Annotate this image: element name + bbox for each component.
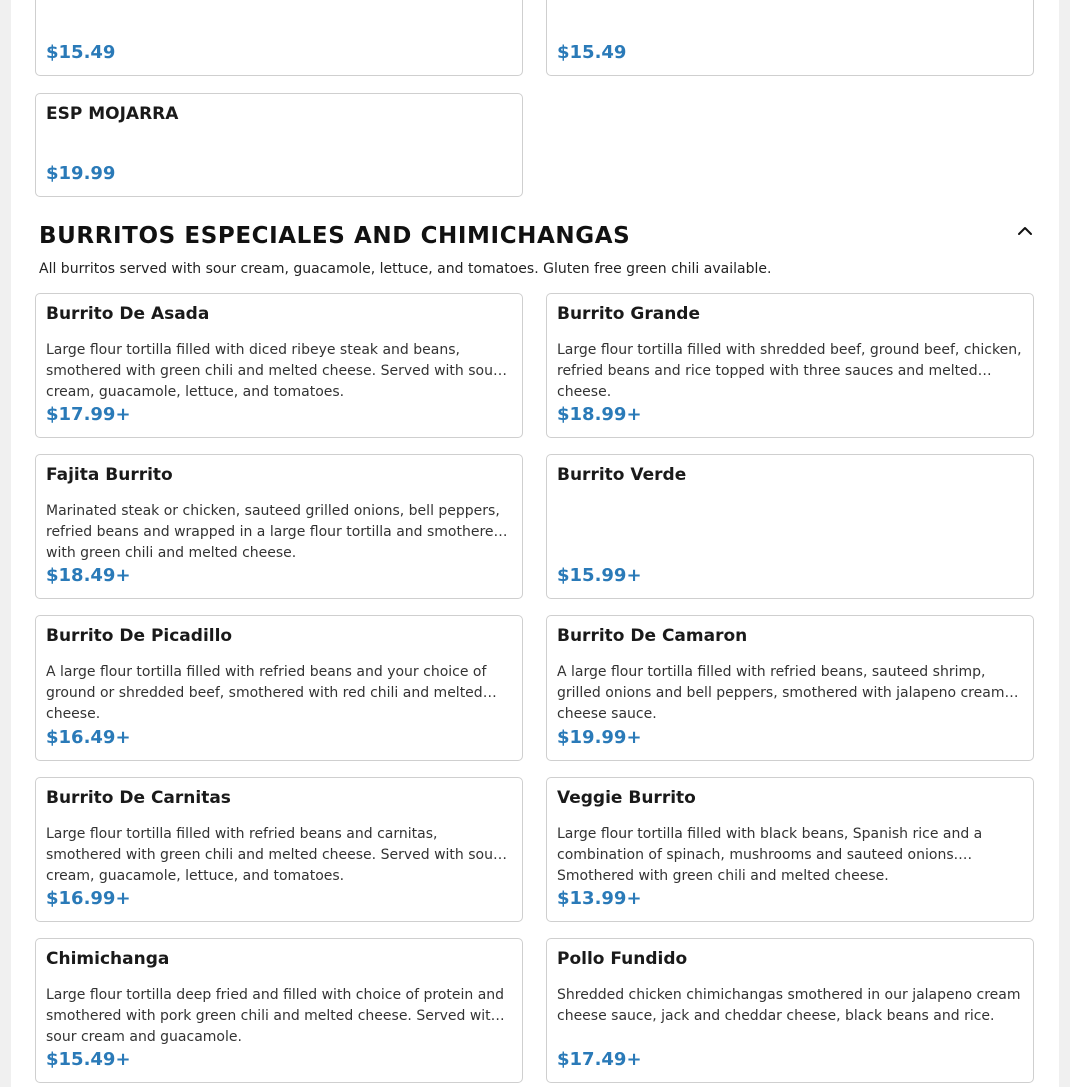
menu-item-name [557,0,743,1]
menu-item-card[interactable] [35,938,523,1083]
menu-page [11,0,1059,1087]
menu-item-description: Large flour tortilla filled with black beans, Spanish rice and a combination of spinach, mushrooms and sauteed onions. Smothered with green chili and melted cheese. [557,826,983,884]
menu-item-description: Large flour tortilla filled with refried beans and carnitas, smothered with green chili and melted cheese. Served with sour cream, guacamole, lettuce, and tomatoes. [46,826,499,884]
menu-item-name: Burrito De Asada [46,304,210,324]
menu-item-card[interactable] [546,938,1034,1083]
menu-item-name: Burrito Grande [557,304,700,324]
menu-item-price: $18.49+ [46,565,131,586]
menu-item-name: Veggie Burrito [557,788,696,808]
menu-item-name: Burrito De Carnitas [46,788,231,808]
menu-item-description: Large flour tortilla filled with shredded beef, ground beef, chicken, refried beans and rice topped with three sauces and melted cheese. [557,342,1022,400]
menu-item-name: Fajita Burrito [46,465,173,485]
menu-item-card[interactable] [35,615,523,761]
menu-item-card[interactable] [546,615,1034,761]
menu-item-name: Chimichanga [46,949,170,969]
menu-item-name [46,0,201,1]
menu-item-price: $18.99+ [557,404,642,425]
menu-item-price: $15.49 [46,42,116,63]
section-title: BURRITOS ESPECIALES AND CHIMICHANGAS [39,223,631,249]
menu-item-card[interactable] [35,0,523,76]
menu-item-description: Shredded chicken chimichangas smothered in our jalapeno cream cheese sauce, jack and cheddar cheese, black beans and rice. [557,987,1021,1024]
menu-item-price: $17.99+ [46,404,131,425]
menu-item-card[interactable] [546,777,1034,922]
section-description: All burritos served with sour cream, guacamole, lettuce, and tomatoes. Gluten free green chili available. [39,261,772,277]
menu-item-card[interactable] [35,777,523,922]
menu-item-name: Burrito Verde [557,465,687,485]
menu-item-description: A large flour tortilla filled with refried beans, sauteed shrimp, grilled onions and bell peppers, smothered with jalapeno cream cheese sauce. [557,664,1005,722]
menu-item-price: $15.49 [557,42,627,63]
menu-item-name: ESP MOJARRA [46,104,179,124]
menu-item-price: $13.99+ [557,888,642,909]
menu-item-card[interactable] [35,454,523,599]
menu-item-price: $17.49+ [557,1049,642,1070]
menu-item-description: A large flour tortilla filled with refried beans and your choice of ground or shredded beef, smothered with red chili and melted cheese. [46,664,487,722]
menu-item-card[interactable] [546,293,1034,438]
menu-item-price: $19.99+ [557,727,642,748]
menu-item-name: Burrito De Camaron [557,626,748,646]
menu-item-card[interactable] [546,454,1034,599]
menu-item-card[interactable] [35,293,523,438]
menu-item-description: Marinated steak or chicken, sauteed grilled onions, bell peppers, refried beans and wrapped in a large flour tortilla and smothered with green chili and melted cheese. [46,503,503,561]
menu-item-name: Pollo Fundido [557,949,688,969]
menu-item-description: Large flour tortilla filled with diced ribeye steak and beans, smothered with green chili and melted cheese. Served with sour cream, guacamole, lettuce, and tomatoes. [46,342,499,400]
menu-item-card[interactable] [35,93,523,197]
chevron-up-icon [1015,221,1035,241]
menu-item-price: $15.99+ [557,565,642,586]
menu-item-price: $19.99 [46,163,116,184]
menu-item-price: $16.99+ [46,888,131,909]
menu-item-card[interactable] [546,0,1034,76]
menu-item-price: $15.49+ [46,1049,131,1070]
menu-item-name: Burrito De Picadillo [46,626,233,646]
menu-item-description: Large flour tortilla deep fried and filled with choice of protein and smothered with pork green chili and melted cheese. Served with sour cream and guacamole. [46,987,505,1045]
menu-item-price: $16.49+ [46,727,131,748]
collapse-section-button[interactable] [1015,221,1035,241]
